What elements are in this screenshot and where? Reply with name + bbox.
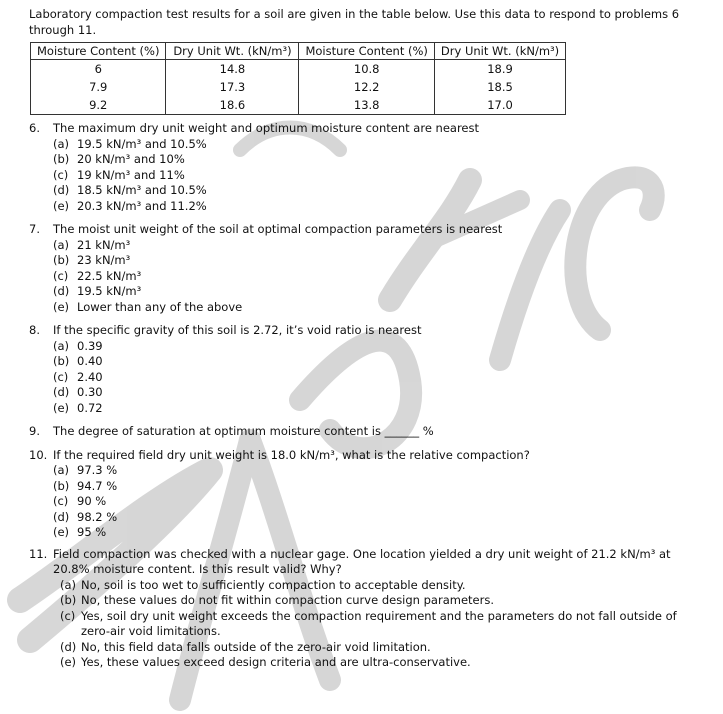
header-moisture-1: Moisture Content (%) <box>31 43 166 60</box>
answer-option: (a) No, soil is too wet to sufficiently compaction to acceptable density. <box>60 577 466 592</box>
table-cell: 13.8 <box>299 96 434 115</box>
answer-option: (b) 20 kN/m³ and 10% <box>53 152 185 166</box>
table-cell: 7.9 <box>31 78 166 96</box>
question-10 <box>29 448 699 541</box>
question-text: The maximum dry unit weight and optimum moisture content are nearest <box>53 121 480 135</box>
answer-option: (d) 98.2 % <box>53 509 118 524</box>
question-text: The degree of saturation at optimum moisture content is ______ % <box>53 424 434 438</box>
question-text: The moist unit weight of the soil at optimal compaction parameters is nearest <box>53 222 503 236</box>
question-text: If the specific gravity of this soil is 2.72, it’s void ratio is nearest <box>53 323 422 337</box>
question-number: 10. <box>29 447 48 462</box>
answer-option: (c) 22.5 kN/m³ <box>53 268 142 283</box>
question-number: 8. <box>29 323 40 337</box>
answer-option: (e) 20.3 kN/m³ and 11.2% <box>53 198 207 213</box>
table-cell: 17.0 <box>434 96 565 115</box>
answer-option: (b) 94.7 % <box>53 478 118 493</box>
answer-option: (c) Yes, soil dry unit weight exceeds the compaction requirement and the parameters do not fall outside of zero-air void limitations. <box>60 608 677 638</box>
intro-text: Laboratory compaction test results for a soil are given in the table below. Use this data to respond to problems 6 through 11. <box>29 7 680 37</box>
question-7 <box>29 222 699 315</box>
table-row <box>31 78 566 96</box>
answer-option: (e) 95 % <box>53 525 107 539</box>
answer-option: (c) 90 % <box>53 494 107 508</box>
compaction-data-table <box>30 42 566 115</box>
answer-option: (a) 0.39 <box>53 338 103 353</box>
question-8 <box>29 323 699 416</box>
header-moisture-2: Moisture Content (%) <box>299 43 434 60</box>
question-9 <box>29 424 699 440</box>
table-cell: 10.8 <box>299 60 434 79</box>
answer-option: (d) 18.5 kN/m³ and 10.5% <box>53 183 207 197</box>
table-cell: 9.2 <box>31 96 166 115</box>
table-cell: 18.5 <box>434 78 565 96</box>
header-dry-unit-wt-2: Dry Unit Wt. (kN/m³) <box>434 43 565 60</box>
answer-option: (b) 23 kN/m³ <box>53 253 131 267</box>
answer-option: (c) 2.40 <box>53 369 103 384</box>
table-cell: 14.8 <box>166 60 299 79</box>
answer-option: (a) 21 kN/m³ <box>53 237 131 252</box>
answer-option: (b) 0.40 <box>53 354 103 368</box>
table-cell: 18.6 <box>166 96 299 115</box>
question-number: 7. <box>29 222 40 236</box>
answer-option: (b) No, these values do not fit within compaction curve design parameters. <box>60 593 494 607</box>
question-number: 6. <box>29 121 40 135</box>
table-row <box>31 60 566 79</box>
answer-option: (d) 0.30 <box>53 385 103 399</box>
answer-option: (a) 19.5 kN/m³ and 10.5% <box>53 136 207 151</box>
table-cell: 18.9 <box>434 60 565 79</box>
answer-option: (c) 19 kN/m³ and 11% <box>53 167 185 182</box>
question-number: 9. <box>29 424 40 438</box>
table-row <box>31 96 566 115</box>
answer-option: (e) 0.72 <box>53 400 103 415</box>
question-text: Field compaction was checked with a nuclear gage. One location yielded a dry unit weight of 21.2 kN/m³ at 20.8% moisture content. Is this result valid? Why? <box>53 546 671 576</box>
answer-option: (e) Lower than any of the above <box>53 299 243 314</box>
question-text: If the required field dry unit weight is 18.0 kN/m³, what is the relative compaction? <box>53 447 530 462</box>
table-cell: 6 <box>31 60 166 79</box>
question-11 <box>29 547 699 671</box>
header-dry-unit-wt-1: Dry Unit Wt. (kN/m³) <box>166 43 299 60</box>
table-cell: 12.2 <box>299 78 434 96</box>
answer-option: (d) No, this field data falls outside of the zero-air void limitation. <box>60 639 431 654</box>
question-number: 11. <box>29 546 48 561</box>
problem-sheet <box>29 7 699 671</box>
answer-option: (d) 19.5 kN/m³ <box>53 284 142 298</box>
answer-option: (a) 97.3 % <box>53 463 118 477</box>
question-6 <box>29 121 699 214</box>
answer-option: (e) Yes, these values exceed design criteria and are ultra-conservative. <box>60 655 471 669</box>
table-header-row <box>31 43 566 60</box>
table-cell: 17.3 <box>166 78 299 96</box>
